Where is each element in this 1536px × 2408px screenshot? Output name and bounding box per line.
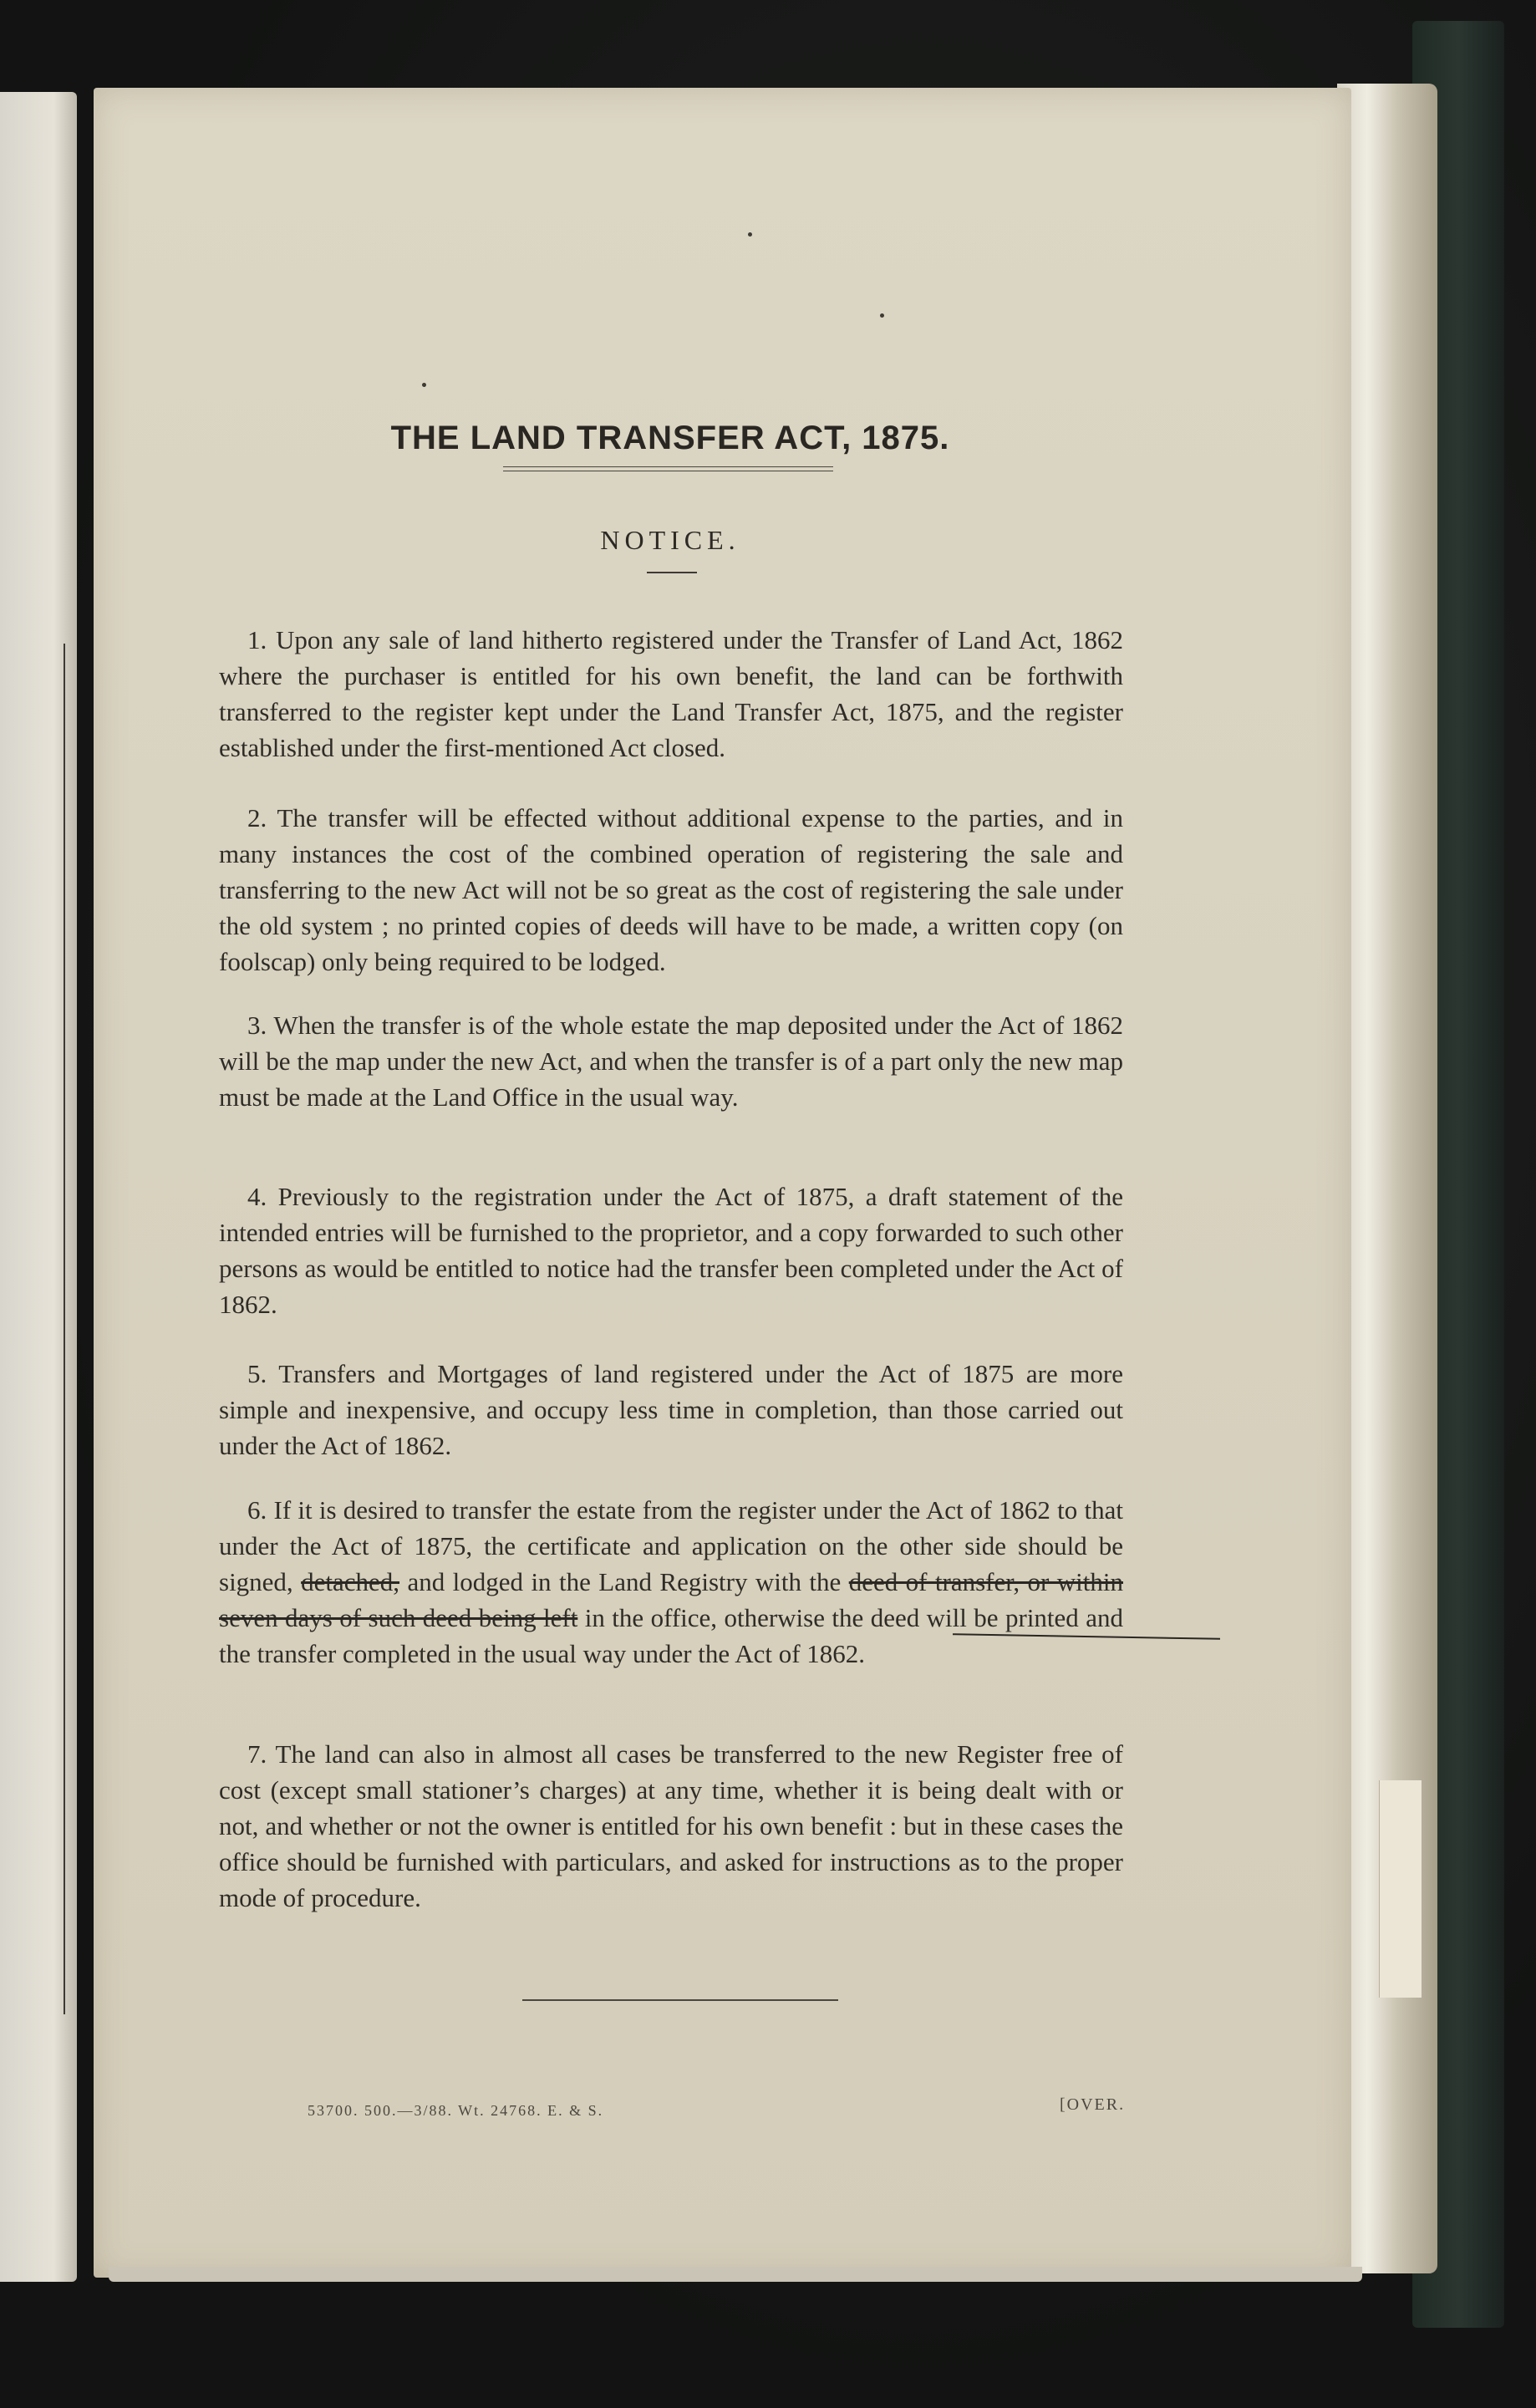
paragraph-number: 2. <box>247 803 267 832</box>
sheet-bottom-edge <box>109 2267 1362 2282</box>
paragraph-number: 7. <box>247 1739 267 1769</box>
paragraph-text: Transfers and Mortgages of land registered under the Act of 1875 are more simple and inexpensive, and occupy less time in completion, than those carried out under the Act of 1862. <box>219 1359 1123 1460</box>
paragraph-text-part: in the office, otherwise the deed will be printed and the transfer completed in the usual way under the Act of 1862. <box>219 1603 1123 1668</box>
notice-heading: NOTICE. <box>600 525 740 555</box>
paragraph-6 <box>219 1492 1123 1672</box>
paragraph-text: The transfer will be effected without additional expense to the parties, and in many instances the cost of the combined operation of registering the sale and transferring to the new Act will not be so great as the cost of registering the sale under the old system ; no printed copies of deeds will have to be made, a written copy (on foolscap) only being required to be lodged. <box>219 803 1123 976</box>
paragraph-text-part: If it is desired to transfer the estate from the register under the Act of 1862 to that under the Act of 1875, the certificate and application on the other side should be signed, <box>219 1495 1124 1596</box>
paragraph-text: Previously to the registration under the Act of 1875, a draft statement of the intended entries will be furnished to the proprietor, and a copy forwarded to such other persons as would be entitled to notice had the transfer been completed under the Act of 1862. <box>219 1182 1124 1319</box>
notice-underline <box>647 572 697 573</box>
paragraph-number: 4. <box>247 1182 267 1211</box>
document-title: THE LAND TRANSFER ACT, 1875. <box>390 419 950 456</box>
paragraph-number: 5. <box>247 1359 267 1388</box>
paragraph-number: 6. <box>247 1495 267 1525</box>
paper-speck <box>880 313 884 318</box>
paragraph-5 <box>219 1356 1123 1464</box>
paragraph-2 <box>219 800 1123 980</box>
print-code: 53700. 500.—3/88. Wt. 24768. E. & S. <box>308 2102 604 2119</box>
struck-text: detached, <box>301 1567 400 1596</box>
paragraph-text: Upon any sale of land hitherto registered under the Transfer of Land Act, 1862 where the purchaser is entitled for his own benefit, the land can be forthwith transferred to the register kept under the Land Transfer Act, 1875, and the register established under the first-mentioned Act closed. <box>219 625 1123 762</box>
paper-speck <box>748 232 752 237</box>
paragraph-number: 3. <box>247 1011 267 1040</box>
paragraph-3 <box>219 1007 1123 1115</box>
paragraph-text: When the transfer is of the whole estate the map deposited under the Act of 1862 will be the map under the new Act, and when the transfer is of a part only the new map must be made at the Land Office in the usual way. <box>219 1011 1123 1112</box>
over-marker: [OVER. <box>1060 2095 1126 2114</box>
left-page-margin-rule <box>64 644 65 2014</box>
paragraph-1 <box>219 622 1123 766</box>
struck-text: deed of transfer, or within seven days of such deed being left <box>219 1567 1123 1632</box>
closing-rule <box>522 1999 838 2001</box>
paragraph-number: 1. <box>247 625 267 654</box>
paragraph-text-part: and lodged in the Land Registry with the <box>399 1567 849 1596</box>
underlying-page-strip <box>1379 1780 1422 1998</box>
paper-speck <box>422 383 426 387</box>
paragraph-7 <box>219 1736 1123 1916</box>
title-double-rule <box>503 466 833 471</box>
paragraph-4 <box>219 1179 1123 1322</box>
paragraph-text: The land can also in almost all cases be transferred to the new Register free of cost (except small stationer’s charges) at any time, whether it is being dealt with or not, and whether or not the owner is entitled for his own benefit : but in these cases the office should be furnished with particulars, and asked for instructions as to the proper mode of procedure. <box>219 1739 1123 1912</box>
